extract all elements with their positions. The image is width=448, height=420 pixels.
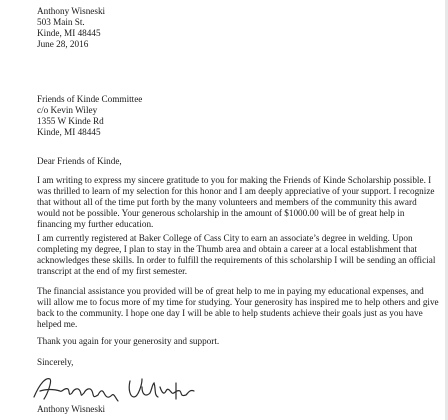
recipient-street: 1355 W Kinde Rd <box>37 116 104 126</box>
letter-date: June 28, 2016 <box>37 39 89 49</box>
body-paragraph-4: Thank you again for your generosity and support. <box>37 336 220 346</box>
sender-name: Anthony Wisneski <box>37 6 106 16</box>
body-paragraph-2: I am currently registered at Baker College of Cass City to earn an associate’s degree in welding. Upon completing my degree, I plan to stay in the Thumb area and obtain a career at a local establishment that acknowledges these skills. In order to fulfill the requirements of this scholarship I will be sending an official transcript at the end of my first semester. <box>37 233 436 276</box>
body-paragraph-3: The financial assistance you provided will be of great help to me in paying my educational expenses, and will allow me to focus more of my time for studying. Your generosity has inspired me to help others and give back to the community. I hope one day I will be able to help students achieve their goals just as you have helped me. <box>37 286 439 329</box>
sender-city: Kinde, MI 48445 <box>37 28 101 38</box>
salutation: Dear Friends of Kinde, <box>37 156 122 166</box>
typed-name: Anthony Wisneski <box>37 404 106 414</box>
closing: Sincerely, <box>37 357 74 367</box>
handwritten-signature <box>30 373 200 403</box>
body-paragraph-1: I am writing to express my sincere gratitude to you for making the Friends of Kinde Scholarship possible. I was thrilled to learn of my selection for this honor and I am deeply appreciative of your support. I recognize that without all of the time put forth by the many volunteers and members of the community this award would not be possible. Your generous scholarship in the amount of $1000.00 will be of great help in financing my further education. <box>37 175 435 229</box>
sender-street: 503 Main St. <box>37 17 85 27</box>
recipient-city: Kinde, MI 48445 <box>37 127 101 137</box>
recipient-org: Friends of Kinde Committee <box>37 94 143 104</box>
recipient-attn: c/o Kevin Wiley <box>37 105 98 115</box>
